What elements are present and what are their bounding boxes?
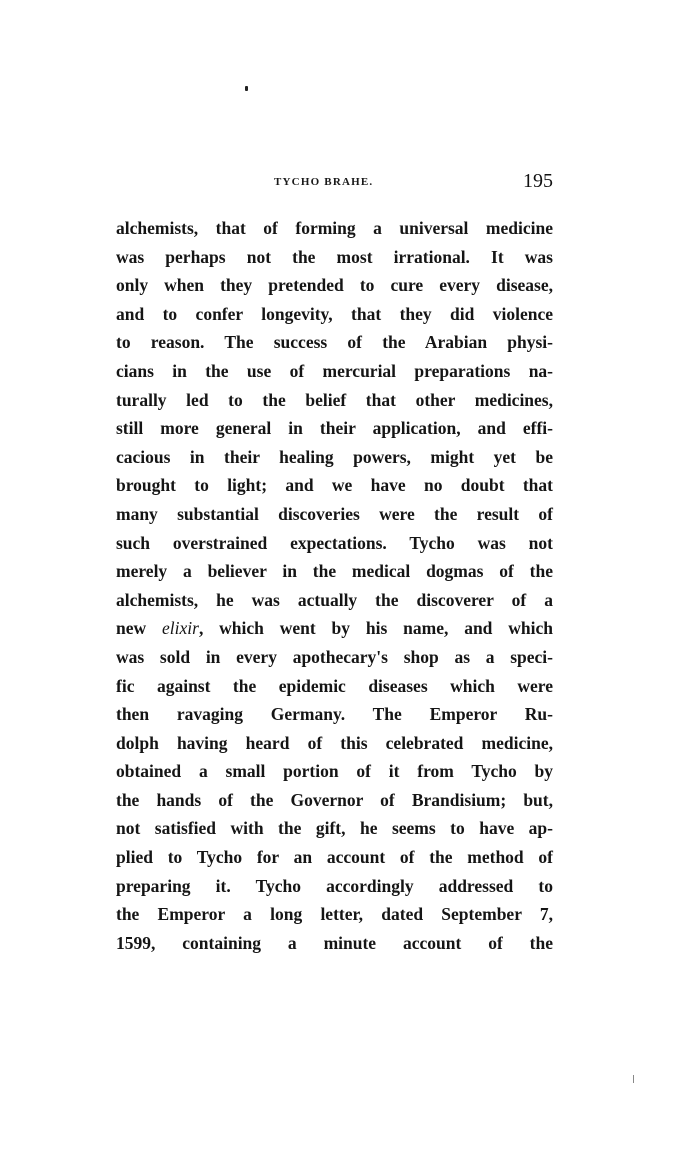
ink-speck [245,86,248,91]
text-line: the hands of the Governor of Brandisium; but, [116,789,553,810]
text-line: dolph having heard of this celebrated medicine, [116,732,553,753]
text-line: alchemists, that of forming a universal medicine [116,218,553,238]
text-line: 1599, containing a minute account of the [116,932,553,953]
text-line: obtained a small portion of it from Tycho by [116,761,553,782]
ink-speck [633,1075,634,1083]
text-line: to reason. The success of the Arabian physi- [116,332,553,353]
text-line: new elixir, which went by his name, and which [116,618,553,639]
text-line: not satisfied with the gift, he seems to have ap- [116,818,553,839]
text-line: such overstrained expectations. Tycho was not [116,532,553,553]
text-line: then ravaging Germany. The Emperor Ru- [116,704,553,725]
text-line: the Emperor a long letter, dated September 7, [116,904,553,925]
running-head: TYCHO BRAHE. [274,176,374,188]
text-line: turally led to the belief that other medicines, [116,389,553,410]
text-line: many substantial discoveries were the result of [116,503,553,524]
text-line: preparing it. Tycho accordingly addressed to [116,875,553,896]
text-line: only when they pretended to cure every disease, [116,275,553,296]
body-text [116,214,553,957]
text-line: brought to light; and we have no doubt that [116,475,553,496]
text-line: and to confer longevity, that they did violence [116,303,553,324]
text-line: fic against the epidemic diseases which were [116,675,553,696]
text-line: alchemists, he was actually the discoverer of a [116,589,553,610]
text-line: still more general in their application, and effi- [116,418,553,439]
text-line: cians in the use of mercurial preparations na- [116,360,553,381]
text-line: was sold in every apothecary's shop as a speci- [116,646,553,667]
page-number: 195 [523,170,553,192]
italic-term: elixir [162,618,199,639]
page-header [116,170,553,196]
text-line: cacious in their healing powers, might yet be [116,446,553,467]
text-line: plied to Tycho for an account of the method of [116,847,553,868]
text-line: was perhaps not the most irrational. It was [116,246,553,267]
text-line: merely a believer in the medical dogmas of the [116,561,553,582]
